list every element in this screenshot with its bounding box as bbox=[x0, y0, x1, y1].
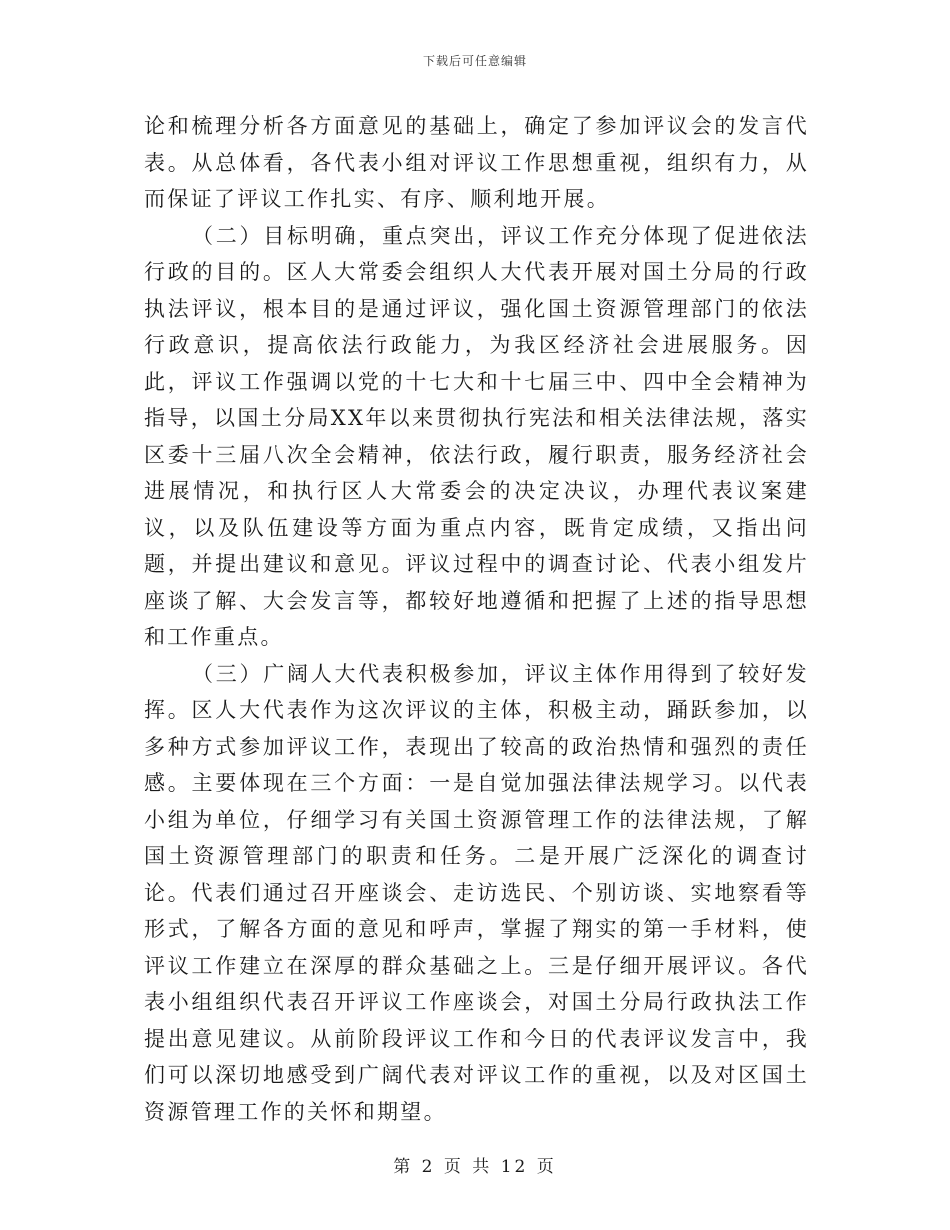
paragraph-section-three: （三）广阔人大代表积极参加，评议主体作用得到了较好发挥。区人大代表作为这次评议的主体，积极主动，踊跃参加，以多种方式参加评议工作，表现出了较高的政治热情和强烈的责任感。主要体现在三个方面：一是自觉加强法律法规学习。以代表小组为单位，仔细学习有关国土资源管理工作的法律法规，了解国土资源管理部门的职责和任务。二是开展广泛深化的调查讨论。代表们通过召开座谈会、走访选民、个别访谈、实地察看等形式，了解各方面的意见和呼声，掌握了翔实的第一手材料，使评议工作建立在深厚的群众基础之上。三是仔细开展评议。各代表小组组织代表召开评议工作座谈会，对国土分局行政执法工作提出意见建议。从前阶段评议工作和今日的代表评议发言中，我们可以深切地感受到广阔代表对评议工作的重视，以及对区国土资源管理工作的关怀和期望。 bbox=[144, 661, 809, 1124]
page-header: 下载后可任意编辑 bbox=[422, 54, 527, 68]
paragraph-continuation: 论和梳理分析各方面意见的基础上，确定了参加评议会的发言代表。从总体看，各代表小组对评议工作思想重视，组织有力，从而保证了评议工作扎实、有序、顺利地开展。 bbox=[144, 114, 809, 211]
page-number-footer: 第 2 页 共 12 页 bbox=[393, 1157, 557, 1177]
document-body bbox=[144, 108, 809, 1130]
paragraph-section-two: （二）目标明确，重点突出，评议工作充分体现了促进依法行政的目的。区人大常委会组织人大代表开展对国土分局的行政执法评议，根本目的是通过评议，强化国土资源管理部门的依法行政意识，提高依法行政能力，为我区经济社会进展服务。因此，评议工作强调以党的十七大和十七届三中、四中全会精神为指导，以国土分局XX年以来贯彻执行宪法和相关法律法规，落实区委十三届八次全会精神，依法行政，履行职责，服务经济社会进展情况，和执行区人大常委会的决定决议，办理代表议案建议，以及队伍建设等方面为重点内容，既肯定成绩，又指出问题，并提出建议和意见。评议过程中的调查讨论、代表小组发片座谈了解、大会发言等，都较好地遵循和把握了上述的指导思想和工作重点。 bbox=[144, 223, 809, 649]
